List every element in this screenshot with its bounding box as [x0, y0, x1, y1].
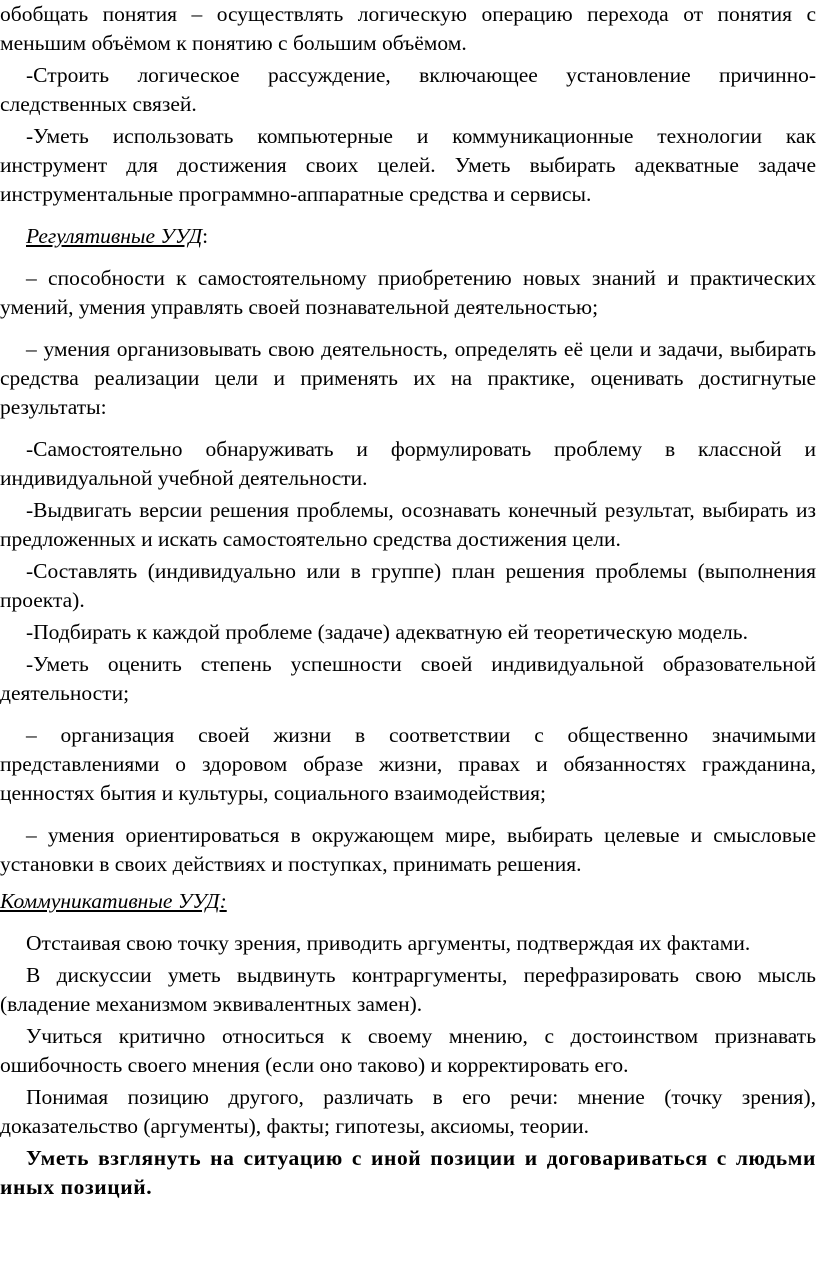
paragraph-solution-versions: -Выдвигать версии решения проблемы, осознавать конечный результат, выбирать из предложенных и искать самостоятельно средства достижения цели.	[0, 498, 816, 551]
paragraph-theoretical-model: -Подбирать к каждой проблеме (задаче) адекватную ей теоретическую модель.	[26, 620, 748, 644]
heading-regulatory-text: Регулятивные УУД	[26, 224, 203, 248]
paragraph-assess-success: -Уметь оценить степень успешности своей индивидуальной образовательной деятельности;	[0, 652, 816, 705]
paragraph-counterarguments: В дискуссии уметь выдвинуть контраргументы, перефразировать свою мысль (владение механизмом эквивалентных замен).	[0, 963, 816, 1016]
section-heading-communicative	[0, 887, 816, 916]
paragraph-computer-technologies: -Уметь использовать компьютерные и коммуникационные технологии как инструмент для достижения своих целей. Уметь выбирать адекватные задаче инструментальные программно-аппаратные средства и сервисы.	[0, 124, 816, 206]
paragraph-understand-position: Понимая позицию другого, различать в его речи: мнение (точку зрения), доказательство (аргументы), факты; гипотезы, аксиомы, теории.	[0, 1085, 816, 1138]
paragraph-logical-reasoning: -Строить логическое рассуждение, включающее установление причинно-следственных связей.	[0, 63, 816, 116]
paragraph-organize-activity: – умения организовывать свою деятельность, определять её цели и задачи, выбирать средства реализации цели и применять их на практике, оценивать достигнутые результаты:	[0, 337, 816, 419]
paragraph-other-viewpoint-bold: Уметь взглянуть на ситуацию с иной позиции и договариваться с людьми иных позиций.	[0, 1146, 816, 1199]
paragraph-make-plan: -Составлять (индивидуально или в группе) план решения проблемы (выполнения проекта).	[0, 559, 816, 612]
heading-regulatory-colon: :	[202, 224, 209, 248]
paragraph-orientation-in-world: – умения ориентироваться в окружающем мире, выбирать целевые и смысловые установки в своих действиях и поступках, принимать решения.	[0, 823, 816, 876]
paragraph-generalize-concepts: обобщать понятия – осуществлять логическую операцию перехода от понятия с меньшим объёмом к понятию с большим объёмом.	[0, 2, 816, 55]
heading-communicative-text: Коммуникативные УУД:	[0, 889, 227, 913]
section-heading-regulatory	[0, 222, 816, 251]
paragraph-critical-thinking: Учиться критично относиться к своему мнению, с достоинством признавать ошибочность своего мнения (если оно таково) и корректировать его.	[0, 1024, 816, 1077]
paragraph-self-learning-abilities: – способности к самостоятельному приобретению новых знаний и практических умений, умения управлять своей познавательной деятельностью;	[0, 266, 816, 319]
paragraph-detect-problem: -Самостоятельно обнаруживать и формулировать проблему в классной и индивидуальной учебной деятельности.	[0, 437, 816, 490]
paragraph-life-organization: – организация своей жизни в соответствии с общественно значимыми представлениями о здоровом образе жизни, правах и обязанностях гражданина, ценностях бытия и культуры, социального взаимодействия;	[0, 723, 816, 805]
paragraph-defend-viewpoint: Отстаивая свою точку зрения, приводить аргументы, подтверждая их фактами.	[26, 931, 751, 955]
